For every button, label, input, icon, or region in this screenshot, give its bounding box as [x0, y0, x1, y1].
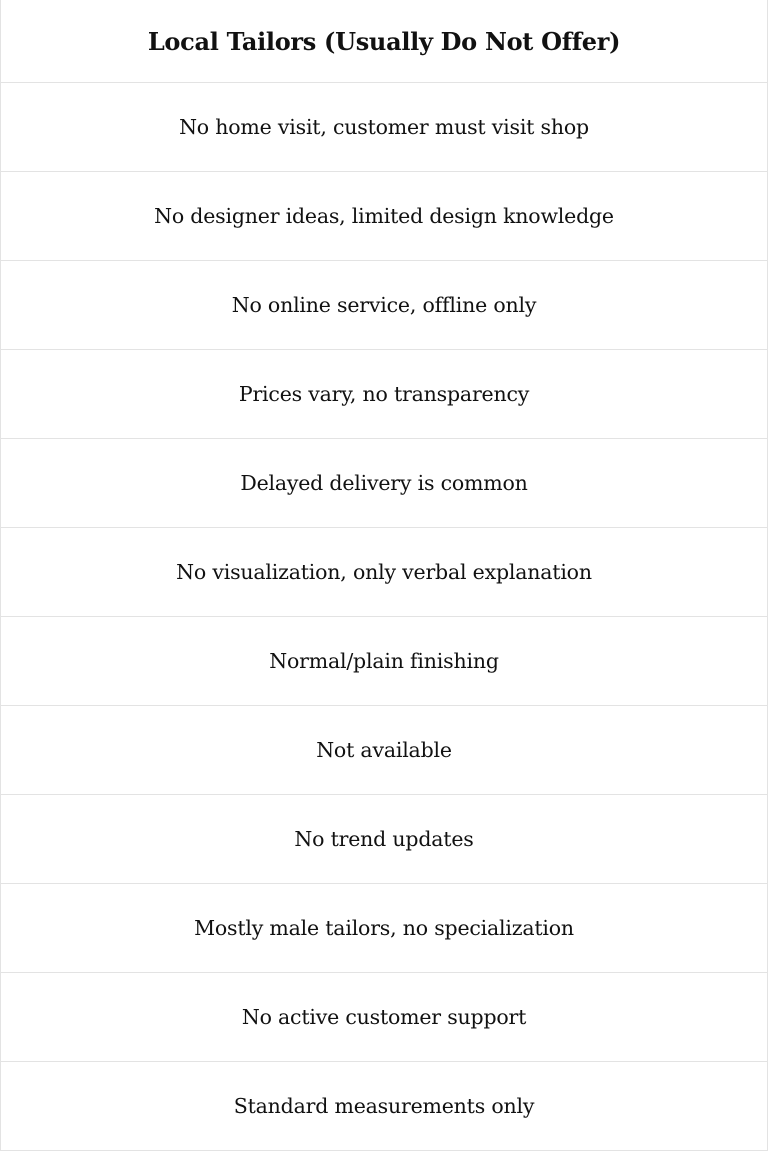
- column-header: Local Tailors (Usually Do Not Offer): [1, 0, 768, 83]
- table-row: [1, 1062, 768, 1151]
- table-cell: Prices vary, no transparency: [1, 350, 768, 439]
- table-row: [1, 617, 768, 706]
- table-row: [1, 83, 768, 172]
- table-cell: No visualization, only verbal explanation: [1, 528, 768, 617]
- table-cell: Not available: [1, 706, 768, 795]
- table-row: [1, 528, 768, 617]
- table-cell: Delayed delivery is common: [1, 439, 768, 528]
- table-cell: Mostly male tailors, no specialization: [1, 884, 768, 973]
- table-row: [1, 884, 768, 973]
- table-row: [1, 706, 768, 795]
- table-header-row: [1, 0, 768, 83]
- table-row: [1, 261, 768, 350]
- table-row: [1, 172, 768, 261]
- table-cell: Normal/plain finishing: [1, 617, 768, 706]
- table-row: [1, 973, 768, 1062]
- table-row: [1, 439, 768, 528]
- table-cell: No online service, offline only: [1, 261, 768, 350]
- table-row: [1, 350, 768, 439]
- table-cell: No home visit, customer must visit shop: [1, 83, 768, 172]
- table-row: [1, 795, 768, 884]
- table-body: [1, 83, 768, 1151]
- table-cell: No designer ideas, limited design knowledge: [1, 172, 768, 261]
- table-cell: No active customer support: [1, 973, 768, 1062]
- table-cell: Standard measurements only: [1, 1062, 768, 1151]
- table-cell: No trend updates: [1, 795, 768, 884]
